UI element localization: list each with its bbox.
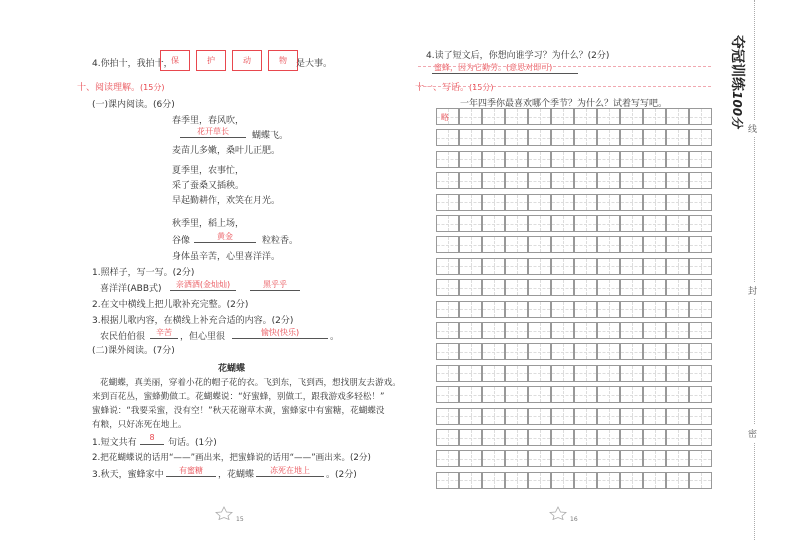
- answer-line: [256, 476, 324, 477]
- grid-cell: [574, 108, 597, 125]
- grid-cell: [436, 279, 459, 296]
- grid-cell: [505, 194, 528, 211]
- answer-line: [166, 476, 216, 477]
- grid-cell: [459, 215, 482, 232]
- grid-cell: [643, 301, 666, 318]
- grid-cell: [689, 386, 712, 403]
- grid-cell: [620, 408, 643, 425]
- sq3-end: 。(2分): [326, 470, 357, 480]
- grid-cell: [597, 408, 620, 425]
- grid-cell: [689, 279, 712, 296]
- grid-cell: [689, 408, 712, 425]
- grid-cell: [528, 386, 551, 403]
- grid-cell: [643, 129, 666, 146]
- answer-line: [140, 444, 164, 445]
- grid-cell: [528, 343, 551, 360]
- grid-cell: [620, 322, 643, 339]
- answer-text: 黄金: [217, 232, 233, 241]
- answer-text: 辛苦: [156, 328, 172, 337]
- grid-cell: [597, 386, 620, 403]
- grid-cell: [551, 258, 574, 275]
- sq2-text: 2.把花蝴蝶说的话用“——”画出来，把蜜蜂说的话用“——”画出来。(2分): [92, 453, 371, 463]
- grid-cell: [666, 108, 689, 125]
- poem-line: 早起勤耕作，欢笑在月光。: [172, 196, 281, 206]
- grid-cell: [528, 172, 551, 189]
- grid-cell: [528, 108, 551, 125]
- grid-cell: [689, 194, 712, 211]
- grid-cell: [551, 450, 574, 467]
- grid-cell: [666, 129, 689, 146]
- grid-cell: [436, 408, 459, 425]
- grid-cell: [482, 343, 505, 360]
- page-number: 15: [236, 516, 244, 523]
- grid-cell: [482, 429, 505, 446]
- grid-cell: [574, 236, 597, 253]
- grid-cell: [436, 258, 459, 275]
- grid-cell: [551, 301, 574, 318]
- q4-suffix: 是大事。: [296, 59, 333, 69]
- grid-cell: [459, 151, 482, 168]
- grid-cell: [459, 365, 482, 382]
- story-paragraph: 有粮，只好冻死在地上。: [92, 420, 187, 430]
- grid-cell: [505, 279, 528, 296]
- grid-cell: [551, 129, 574, 146]
- grid-cell: [666, 301, 689, 318]
- grid-cell: [643, 386, 666, 403]
- part1-title: (一)课内阅读。(6分): [92, 100, 175, 110]
- poem-line: 夏季里，农事忙，: [172, 166, 245, 176]
- grid-cell: [574, 301, 597, 318]
- grid-cell: [689, 450, 712, 467]
- grid-first-char: 略: [441, 113, 449, 122]
- grid-cell: [482, 279, 505, 296]
- grid-cell: [505, 301, 528, 318]
- grid-cell: [551, 215, 574, 232]
- grid-cell: [574, 450, 597, 467]
- q3-end: 。: [330, 332, 340, 342]
- grid-cell: [551, 108, 574, 125]
- grid-cell: [551, 386, 574, 403]
- grid-cell: [436, 386, 459, 403]
- answer-line: [250, 290, 300, 291]
- grid-cell: [597, 472, 620, 489]
- q3-middle: ，但心里很: [180, 332, 226, 342]
- grid-cell: [597, 279, 620, 296]
- grid-cell: [482, 386, 505, 403]
- answer-text: 愉快(快乐): [260, 328, 300, 337]
- grid-cell: [459, 194, 482, 211]
- grid-cell: [666, 258, 689, 275]
- grid-cell: [551, 429, 574, 446]
- grid-cell: [436, 194, 459, 211]
- page-number: 16: [570, 516, 578, 523]
- grid-cell: [436, 472, 459, 489]
- grid-cell: [666, 151, 689, 168]
- grid-cell: [436, 322, 459, 339]
- grid-cell: [689, 429, 712, 446]
- grid-cell: [620, 129, 643, 146]
- grid-cell: [620, 215, 643, 232]
- grid-cell: [505, 322, 528, 339]
- grid-cell: [436, 172, 459, 189]
- grid-cell: [666, 322, 689, 339]
- grid-cell: [643, 472, 666, 489]
- binding-label: 密: [748, 425, 757, 442]
- grid-cell: [459, 408, 482, 425]
- grid-cell: [666, 194, 689, 211]
- grid-cell: [505, 343, 528, 360]
- grid-cell: [620, 450, 643, 467]
- grid-cell: [459, 386, 482, 403]
- grid-cell: [528, 236, 551, 253]
- answer-box: 护: [196, 50, 226, 71]
- grid-cell: [551, 365, 574, 382]
- binding-label: 封: [748, 282, 757, 299]
- grid-cell: [574, 343, 597, 360]
- sq1-prefix: 1.短文共有: [92, 438, 137, 448]
- poem-line: 采了蚕桑又插秧。: [172, 181, 245, 191]
- grid-cell: [597, 365, 620, 382]
- poem-line: 身体虽辛苦，心里喜洋洋。: [172, 252, 281, 262]
- grid-cell: [574, 386, 597, 403]
- grid-cell: [689, 322, 712, 339]
- grid-cell: [574, 322, 597, 339]
- grid-cell: [574, 279, 597, 296]
- grid-cell: [436, 365, 459, 382]
- story-paragraph: 来到百花丛，蜜蜂勤做工。花蝴蝶说：“好蜜蜂，别做工，跟我游戏多轻松！”: [92, 392, 385, 402]
- sq1-suffix: 句话。(1分): [168, 438, 217, 448]
- grid-cell: [551, 408, 574, 425]
- answer-text: 冻死在地上: [270, 466, 310, 475]
- grid-cell: [689, 108, 712, 125]
- grid-cell: [666, 172, 689, 189]
- answer-line: [150, 338, 178, 339]
- grid-cell: [505, 258, 528, 275]
- grid-cell: [597, 108, 620, 125]
- poem-line: 粒粒香。: [262, 236, 299, 246]
- grid-cell: [689, 151, 712, 168]
- grid-cell: [689, 129, 712, 146]
- grid-cell: [528, 129, 551, 146]
- poem-line: 秋季里，稻上场，: [172, 219, 245, 229]
- grid-cell: [482, 301, 505, 318]
- grid-cell: [620, 472, 643, 489]
- grid-cell: [459, 236, 482, 253]
- answer-line: [170, 290, 236, 291]
- grid-cell: [528, 365, 551, 382]
- grid-cell: [689, 172, 712, 189]
- answer-line: [194, 242, 256, 243]
- grid-cell: [620, 172, 643, 189]
- grid-cell: [505, 236, 528, 253]
- poem-line: 谷像: [172, 236, 191, 246]
- grid-cell: [666, 408, 689, 425]
- section-10-title: 十、阅读理解。(15分): [77, 83, 165, 93]
- grid-cell: [459, 343, 482, 360]
- grid-cell: [436, 129, 459, 146]
- grid-cell: [436, 450, 459, 467]
- grid-cell: [620, 429, 643, 446]
- grid-cell: [574, 258, 597, 275]
- grid-cell: [597, 450, 620, 467]
- grid-cell: [505, 429, 528, 446]
- footer-star-icon: [214, 506, 234, 520]
- grid-cell: [574, 408, 597, 425]
- grid-cell: [643, 450, 666, 467]
- grid-cell: [459, 450, 482, 467]
- grid-cell: [551, 151, 574, 168]
- divider-line: [418, 86, 711, 87]
- part2-title: (二)课外阅读。(7分): [92, 346, 175, 356]
- grid-cell: [505, 108, 528, 125]
- grid-cell: [482, 215, 505, 232]
- grid-cell: [597, 215, 620, 232]
- grid-cell: [620, 301, 643, 318]
- grid-cell: [689, 472, 712, 489]
- grid-cell: [597, 322, 620, 339]
- grid-cell: [528, 215, 551, 232]
- grid-cell: [689, 236, 712, 253]
- grid-cell: [689, 343, 712, 360]
- grid-cell: [574, 151, 597, 168]
- grid-cell: [620, 194, 643, 211]
- grid-cell: [505, 386, 528, 403]
- story-paragraph: 花蝴蝶，真美丽，穿着小花的帽子花的衣。飞到东，飞到西，想找朋友去游戏。: [100, 378, 401, 388]
- grid-cell: [459, 322, 482, 339]
- grid-cell: [620, 386, 643, 403]
- grid-cell: [574, 194, 597, 211]
- grid-cell: [436, 301, 459, 318]
- grid-cell: [528, 322, 551, 339]
- grid-cell: [620, 258, 643, 275]
- answer-line: [432, 73, 578, 74]
- grid-cell: [482, 322, 505, 339]
- grid-cell: [643, 279, 666, 296]
- grid-cell: [459, 429, 482, 446]
- answer-line: [232, 338, 328, 339]
- answer-text: 花开草长: [197, 127, 229, 136]
- grid-cell: [459, 129, 482, 146]
- grid-cell: [666, 450, 689, 467]
- q2-text: 2.在文中横线上把儿歌补充完整。(2分): [92, 300, 249, 310]
- grid-cell: [643, 322, 666, 339]
- grid-cell: [482, 450, 505, 467]
- grid-cell: [643, 365, 666, 382]
- grid-cell: [666, 365, 689, 382]
- grid-cell: [597, 236, 620, 253]
- right-q4-text: 4.读了短文后，你想向谁学习？为什么？(2分): [426, 51, 610, 61]
- grid-cell: [620, 343, 643, 360]
- grid-cell: [689, 301, 712, 318]
- grid-cell: [597, 129, 620, 146]
- grid-cell: [528, 279, 551, 296]
- grid-cell: [551, 172, 574, 189]
- grid-cell: [574, 429, 597, 446]
- grid-cell: [597, 194, 620, 211]
- grid-cell: [459, 279, 482, 296]
- answer-box: 动: [232, 50, 262, 71]
- grid-cell: [643, 194, 666, 211]
- answer-text: 蜜蜂，因为它勤劳。(意思对即可): [434, 63, 553, 72]
- grid-cell: [551, 322, 574, 339]
- grid-cell: [505, 450, 528, 467]
- grid-cell: [689, 258, 712, 275]
- grid-cell: [643, 408, 666, 425]
- grid-cell: [643, 236, 666, 253]
- grid-cell: [436, 151, 459, 168]
- grid-cell: [574, 172, 597, 189]
- grid-cell: [436, 215, 459, 232]
- grid-cell: [643, 429, 666, 446]
- grid-cell: [505, 408, 528, 425]
- grid-cell: [666, 386, 689, 403]
- grid-cell: [528, 450, 551, 467]
- grid-cell: [482, 108, 505, 125]
- grid-cell: [528, 194, 551, 211]
- grid-cell: [505, 129, 528, 146]
- grid-cell: [620, 151, 643, 168]
- grid-cell: [436, 236, 459, 253]
- grid-cell: [620, 108, 643, 125]
- grid-cell: [505, 215, 528, 232]
- grid-cell: [551, 343, 574, 360]
- grid-cell: [643, 151, 666, 168]
- grid-cell: [459, 472, 482, 489]
- grid-cell: [666, 472, 689, 489]
- grid-cell: [574, 365, 597, 382]
- grid-cell: [459, 172, 482, 189]
- grid-cell: [551, 236, 574, 253]
- answer-text: 黑乎乎: [263, 280, 287, 289]
- grid-cell: [597, 151, 620, 168]
- story-title: 花蝴蝶: [218, 364, 246, 374]
- grid-cell: [528, 301, 551, 318]
- grid-cell: [436, 343, 459, 360]
- q1-text: 1.照样子，写一写。(2分): [92, 268, 195, 278]
- sq3-prefix: 3.秋天，蜜蜂家中: [92, 470, 164, 480]
- grid-cell: [643, 108, 666, 125]
- grid-cell: [482, 408, 505, 425]
- grid-cell: [482, 194, 505, 211]
- grid-cell: [528, 429, 551, 446]
- grid-cell: [482, 172, 505, 189]
- grid-cell: [459, 108, 482, 125]
- divider-line: [418, 66, 711, 67]
- grid-cell: [528, 258, 551, 275]
- grid-cell: [666, 236, 689, 253]
- grid-cell: [666, 429, 689, 446]
- writing-prompt: 一年四季你最喜欢哪个季节？为什么？试着写写吧。: [460, 99, 668, 109]
- grid-cell: [666, 279, 689, 296]
- poem-line: 春季里，春风吹，: [172, 116, 245, 126]
- grid-cell: [689, 365, 712, 382]
- grid-cell: [551, 472, 574, 489]
- poem-line: 麦苗儿多嫩，桑叶儿正肥。: [172, 146, 281, 156]
- grid-cell: [574, 472, 597, 489]
- q4-text: 4.你拍十，我拍十，: [92, 59, 173, 69]
- grid-cell: [482, 129, 505, 146]
- grid-cell: [482, 236, 505, 253]
- q1-example: 喜洋洋(ABB式): [100, 284, 162, 294]
- grid-cell: [505, 472, 528, 489]
- answer-box: 物: [268, 50, 298, 71]
- grid-cell: [597, 258, 620, 275]
- grid-cell: [643, 215, 666, 232]
- answer-boxes: [160, 50, 304, 71]
- writing-grid: [436, 108, 712, 494]
- answer-box: 保: [160, 50, 190, 71]
- grid-cell: [482, 258, 505, 275]
- grid-cell: [459, 301, 482, 318]
- answer-text: 亲洒洒(金灿灿): [175, 280, 231, 289]
- grid-cell: [597, 301, 620, 318]
- grid-cell: [574, 129, 597, 146]
- q3-prefix: 农民伯伯很: [100, 332, 146, 342]
- grid-cell: [643, 343, 666, 360]
- binding-line: [754, 0, 755, 540]
- story-paragraph: 蜜蜂说：“我要采蜜，没有空！”秋天花谢草木黄，蜜蜂家中有蜜糖，花蝴蝶没: [92, 406, 385, 416]
- grid-cell: [620, 365, 643, 382]
- grid-cell: [436, 429, 459, 446]
- grid-cell: [597, 429, 620, 446]
- grid-cell: [528, 472, 551, 489]
- grid-cell: [666, 215, 689, 232]
- grid-cell: [551, 194, 574, 211]
- section-11-title: 十一、写话。(15分): [415, 83, 494, 93]
- grid-cell: [505, 365, 528, 382]
- grid-cell: [597, 172, 620, 189]
- grid-cell: [505, 151, 528, 168]
- grid-cell: [574, 215, 597, 232]
- grid-cell: [528, 408, 551, 425]
- grid-cell: [482, 365, 505, 382]
- grid-cell: [689, 215, 712, 232]
- grid-cell: [482, 151, 505, 168]
- binding-label: 线: [748, 120, 757, 137]
- answer-line: [180, 137, 246, 138]
- answer-text: 8: [149, 433, 155, 442]
- grid-cell: [528, 151, 551, 168]
- footer-star-icon: [548, 506, 568, 520]
- grid-cell: [597, 343, 620, 360]
- grid-cell: [482, 472, 505, 489]
- grid-cell: [620, 236, 643, 253]
- grid-cell: [643, 258, 666, 275]
- grid-cell: [666, 343, 689, 360]
- grid-cell: [551, 279, 574, 296]
- poem-line: 蝴蝶飞。: [252, 131, 289, 141]
- grid-cell: [643, 172, 666, 189]
- q3-text: 3.根据儿歌内容，在横线上补充合适的内容。(2分): [92, 316, 294, 326]
- grid-cell: [505, 172, 528, 189]
- answer-text: 有蜜糖: [179, 466, 203, 475]
- grid-cell: [620, 279, 643, 296]
- sq3-middle: ，花蝴蝶: [218, 470, 255, 480]
- grid-cell: [459, 258, 482, 275]
